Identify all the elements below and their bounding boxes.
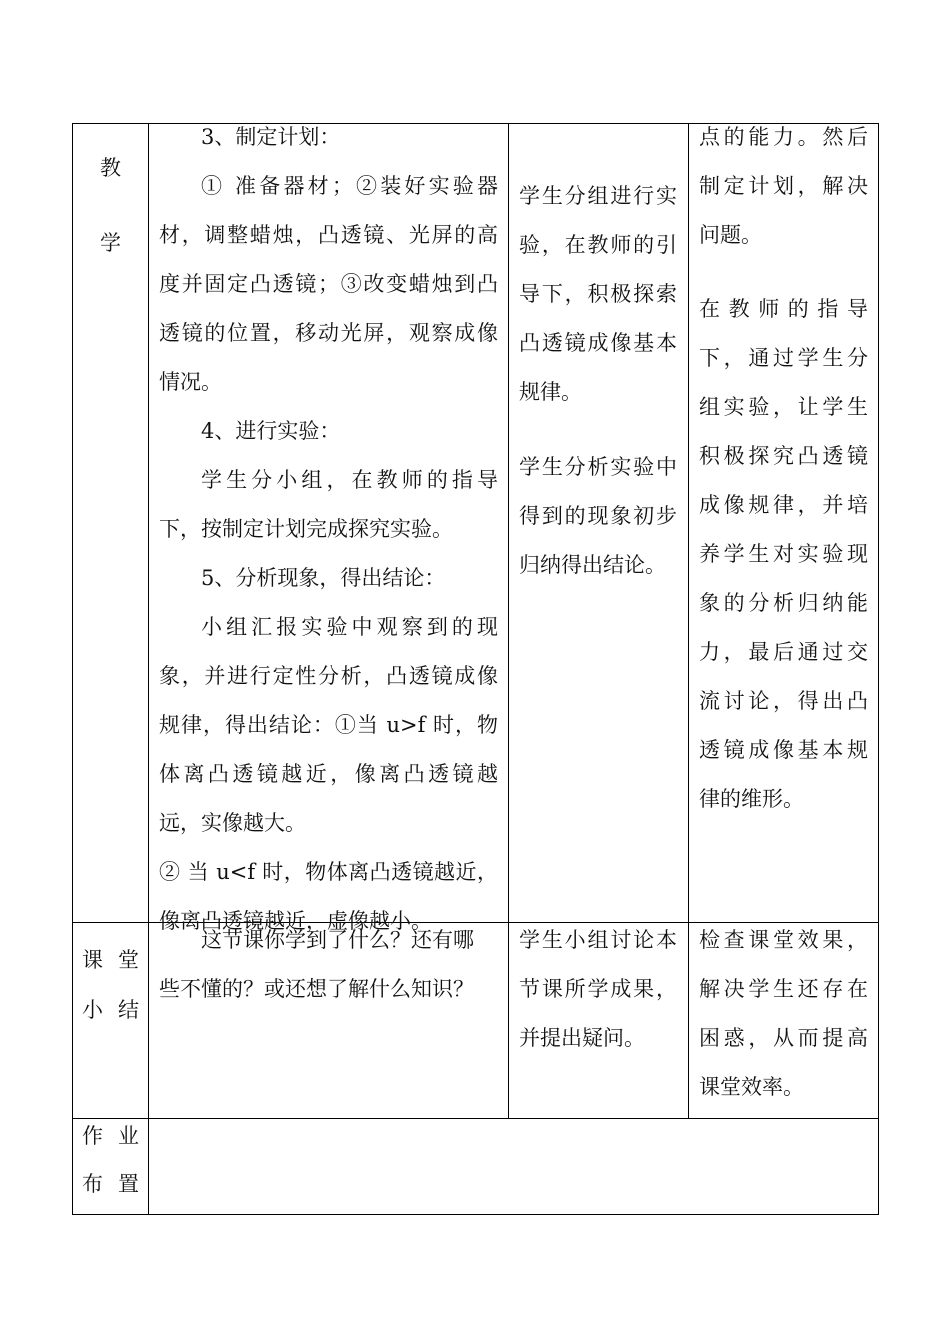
design-intent-line: 透镜成像基本规 [699,738,868,762]
student-activity-line: 得到的现象初步 [519,504,677,528]
row-label-teaching-2: 学 [100,231,121,255]
column-divider-content [508,123,509,1119]
summary-design-intent [699,916,868,1112]
teaching-content-line: 体离凸透镜越近，像离凸透镜越 [159,762,498,786]
design-intent-line: 困惑，从而提高 [699,1026,868,1050]
design-intent-line: 在教师的指导 [699,297,868,321]
teaching-content-line: ② 当 u<f 时，物体离凸透镜越近， [159,860,498,884]
teaching-student-activity-2 [519,443,677,590]
student-activity-line: 归纳得出结论。 [519,553,666,577]
design-intent-line: 问题。 [699,223,762,247]
design-intent-line: 组实验，让学生 [699,395,868,419]
teaching-content-cell [159,113,498,946]
column-divider-student [688,123,689,1119]
design-intent-line: 积极探究凸透镜 [699,444,868,468]
design-intent-line: 流讨论，得出凸 [699,689,868,713]
student-activity-line: 规律。 [519,380,582,404]
summary-student-activity [519,916,677,1063]
teaching-design-intent-1 [699,113,868,260]
student-activity-line: 学生分组进行实 [519,184,677,208]
row-label-summary-4: 结 [118,998,139,1022]
teaching-content-line: 小组汇报实验中观察到的现 [201,615,498,639]
design-intent-line: 检查课堂效果， [699,928,868,952]
teaching-content-line: 材，调整蜡烛，凸透镜、光屏的高 [159,223,498,247]
design-intent-line: 解决学生还存在 [699,977,868,1001]
teaching-content-line: 规律，得出结论：①当 u>f 时，物 [159,713,498,737]
teaching-content-line: ① 准备器材；②装好实验器 [201,174,498,198]
teaching-content-line: 情况。 [159,370,222,394]
summary-content-cell [159,916,498,1014]
student-activity-line: 学生小组讨论本 [519,928,677,952]
design-intent-line: 课堂效率。 [699,1075,804,1099]
table-border-bottom [72,1214,879,1215]
row-label-homework-3: 布 [82,1172,103,1196]
summary-content-line: 这节课你学到了什么？还有哪 [201,928,474,952]
student-activity-line: 学生分析实验中 [519,455,677,479]
design-intent-line: 下，通过学生分 [699,346,868,370]
design-intent-line: 成像规律，并培 [699,493,868,517]
teaching-content-line: 下，按制定计划完成探究实验。 [159,517,453,541]
table-border-left [72,123,73,1215]
student-activity-line: 节课所学成果， [519,977,677,1001]
student-activity-line: 导下，积极探索 [519,282,677,306]
teaching-content-line: 3、制定计划： [201,125,341,149]
teaching-content-line: 5、分析现象，得出结论： [201,566,446,590]
teaching-content-line: 象，并进行定性分析，凸透镜成像 [159,664,498,688]
teaching-content-line: 远，实像越大。 [159,811,306,835]
homework-content-cell [149,1119,878,1214]
table-border-right [878,123,879,1215]
summary-content-line: 些不懂的？或还想了解什么知识？ [159,977,474,1001]
design-intent-line: 养学生对实验现 [699,542,868,566]
teaching-content-line: 透镜的位置，移动光屏，观察成像 [159,321,498,345]
design-intent-line: 点的能力。然后 [699,125,868,149]
teaching-content-line: 度并固定凸透镜；③改变蜡烛到凸 [159,272,498,296]
teaching-design-intent-2 [699,285,868,824]
column-divider-label [148,123,149,1215]
row-label-homework-2: 业 [118,1124,139,1148]
row-label-summary-1: 课 [82,948,103,972]
row-label-homework-4: 置 [118,1172,139,1196]
teaching-content-line: 4、进行实验： [201,419,341,443]
design-intent-line: 制定计划，解决 [699,174,868,198]
design-intent-line: 力，最后通过交 [699,640,868,664]
row-label-homework-1: 作 [82,1124,103,1148]
student-activity-line: 并提出疑问。 [519,1026,645,1050]
row-label-summary-3: 小 [82,998,103,1022]
row-label-summary-2: 堂 [118,948,139,972]
teaching-content-line: 像离凸透镜越近，虚像越小。 [159,909,432,933]
student-activity-line: 验，在教师的引 [519,233,677,257]
row-label-teaching-1: 教 [100,156,121,180]
teaching-content-line: 学生分小组，在教师的指导 [201,468,498,492]
design-intent-line: 象的分析归纳能 [699,591,868,615]
student-activity-line: 凸透镜成像基本 [519,331,677,355]
design-intent-line: 律的维形。 [699,787,804,811]
teaching-student-activity-1 [519,172,677,417]
